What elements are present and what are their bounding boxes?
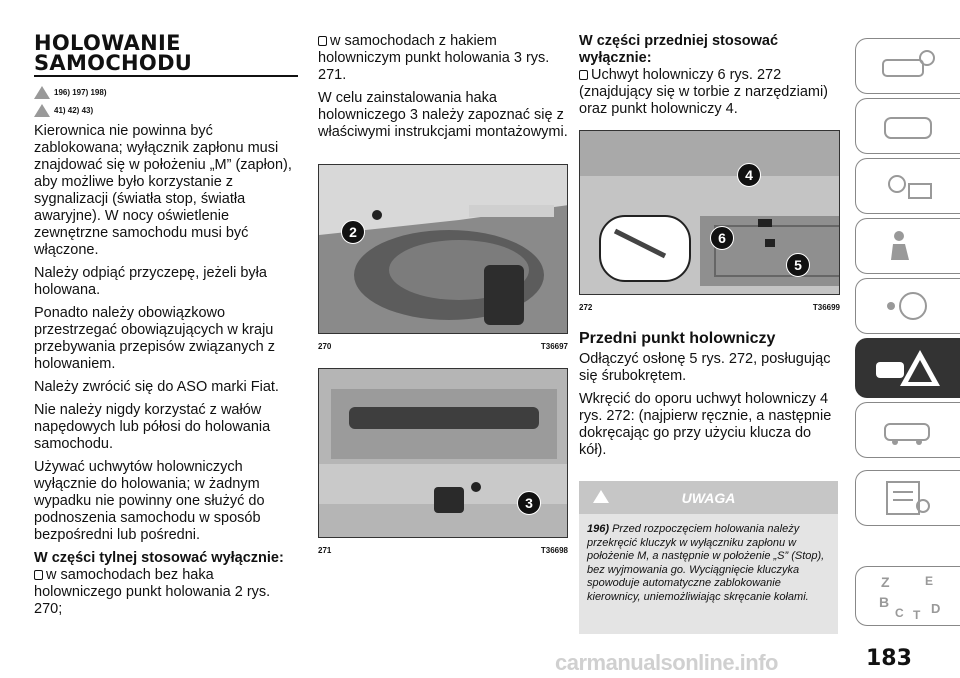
list-item <box>34 567 298 618</box>
car-info-icon <box>879 48 937 84</box>
warning-box-header <box>579 481 838 514</box>
warning-text: Przed rozpoczęciem holowania należy przekręcić kluczyk w wyłączniku zapłonu w położenie M, a następnie w położenie „S” (Stop), bez wyjmowania go. Wyciągnięcie kluczyka spowoduje automatyczne zablokowanie kierownicy, uniemożliwiając skręcanie kołami. <box>587 523 825 603</box>
tab-index[interactable] <box>855 566 960 626</box>
figure-271-caption <box>318 546 568 555</box>
underbody-illustration <box>319 165 568 334</box>
tab-specs[interactable] <box>855 470 960 526</box>
figure-number: 271 <box>318 546 332 555</box>
subheading: W części tylnej stosować wyłącznie: <box>34 550 284 566</box>
warning-number: 196) <box>587 523 610 535</box>
warning-box-body <box>579 514 838 634</box>
car-type-icon <box>318 36 327 46</box>
figure-272-image <box>579 130 840 295</box>
figure-number: 270 <box>318 342 332 351</box>
title-rule <box>34 75 298 77</box>
figure-271-image <box>318 368 568 538</box>
notice-note-text: 41) 42) 43) <box>54 105 94 115</box>
title-line-2: SAMOCHODU <box>34 51 193 75</box>
index-letter: C <box>895 606 904 620</box>
figure-270-caption <box>318 342 568 351</box>
paragraph: W celu zainstalowania haka holowniczego 3 należy zapoznać się z właściwymi instrukcjami montażowymi. <box>318 90 568 140</box>
paragraph: Używać uchwytów holowniczych wyłącznie do holowania; w żadnym wypadku nie powinny one służyć do podnoszenia samochodu w sposób bezpośredni lub pośredni. <box>34 459 265 543</box>
index-letter: E <box>925 574 934 588</box>
emergency-triangle-icon <box>874 346 942 390</box>
middle-column <box>318 0 568 147</box>
tab-warning-lights[interactable] <box>855 158 960 214</box>
tab-emergency[interactable] <box>855 338 960 398</box>
tab-seat-airbag[interactable] <box>855 218 960 274</box>
page-number: 183 <box>866 646 912 671</box>
warning-triangle-icon <box>593 490 609 503</box>
tab-steering-wheel[interactable] <box>855 278 960 334</box>
tab-car-front[interactable] <box>855 98 960 154</box>
callout-4: 4 <box>737 163 761 187</box>
right-column <box>579 0 841 124</box>
callout-3: 3 <box>517 491 541 515</box>
figure-code: T36697 <box>540 342 568 351</box>
seat-airbag-icon <box>879 228 937 264</box>
figure-code: T36699 <box>812 303 840 312</box>
page-title <box>34 33 298 73</box>
car-service-icon <box>879 412 937 448</box>
title-line-1: HOLOWANIE <box>34 31 181 55</box>
figure-number: 272 <box>579 303 593 312</box>
alphabet-index-icon <box>873 571 943 621</box>
index-letter: T <box>913 608 921 621</box>
index-letter: B <box>879 594 890 610</box>
paragraph: Odłączyć osłonę 5 rys. 272, posługując się śrubokrętem. <box>579 351 831 384</box>
watermark: carmanualsonline.info <box>555 650 778 675</box>
list-item <box>318 33 568 84</box>
paragraph: Kierownica nie powinna być zablokowana; wyłącznik zapłonu musi znajdować się w położeniu „M” (zapłon), aby możliwe było korzystanie z sygnalizacji (światła stop, światła awaryjne). W nocy oświetlenie zewnętrzne samochodu musi być włączone. <box>34 123 292 258</box>
subheading: Przedni punkt holowniczy <box>579 330 776 347</box>
warning-note-refs <box>34 83 298 101</box>
figure-272-caption <box>579 303 840 312</box>
callout-2: 2 <box>341 220 365 244</box>
steering-wheel-icon <box>879 288 937 324</box>
paragraph: Ponadto należy obowiązkowo przestrzegać obowiązujących w kraju przebywania przepisów związanych z holowaniem. <box>34 305 275 372</box>
paragraph: Należy zwrócić się do ASO marki Fiat. <box>34 379 279 395</box>
callout-5: 5 <box>786 253 810 277</box>
warning-note-text: 196) 197) 198) <box>54 87 107 97</box>
tab-car-service[interactable] <box>855 402 960 458</box>
paragraph: Wkręcić do oporu uchwyt holowniczy 4 rys. 272: (najpierw ręcznie, a następnie dokręcając go przy użyciu klucza do kół). <box>579 391 832 458</box>
subheading: W części przedniej stosować wyłącznie: <box>579 33 779 66</box>
callout-6: 6 <box>710 226 734 250</box>
paragraph: Nie należy nigdy korzystać z wałów napędowych lub półosi do holowania samochodu. <box>34 402 271 452</box>
list-item-text: Uchwyt holowniczy 6 rys. 272 (znajdujący się w torbie z narzędziami) oraz punkt holowniczy 4. <box>579 67 829 117</box>
list-item-text: w samochodach bez haka holowniczego punkt holowania 2 rys. 270; <box>34 567 271 617</box>
paragraph: Należy odpiąć przyczepę, jeżeli była holowana. <box>34 265 267 298</box>
left-column <box>34 0 298 624</box>
warning-box-title: UWAGA <box>681 489 736 506</box>
list-item <box>579 67 841 118</box>
car-type-icon <box>579 70 588 80</box>
index-letter: Z <box>881 574 890 590</box>
notice-note-refs <box>34 101 298 119</box>
right-column-lower <box>579 330 841 465</box>
car-front-icon <box>879 108 937 144</box>
notice-triangle-icon <box>34 104 50 117</box>
tab-car-info[interactable] <box>855 38 960 94</box>
car-type-icon <box>34 570 43 580</box>
list-item-text: w samochodach z hakiem holowniczym punkt holowania 3 rys. 271. <box>318 33 550 83</box>
warning-triangle-icon <box>34 86 50 99</box>
figure-code: T36698 <box>540 546 568 555</box>
warning-lights-icon <box>879 168 937 204</box>
figure-270-image <box>318 164 568 334</box>
specs-list-icon <box>879 478 937 518</box>
index-letter: D <box>931 601 941 616</box>
